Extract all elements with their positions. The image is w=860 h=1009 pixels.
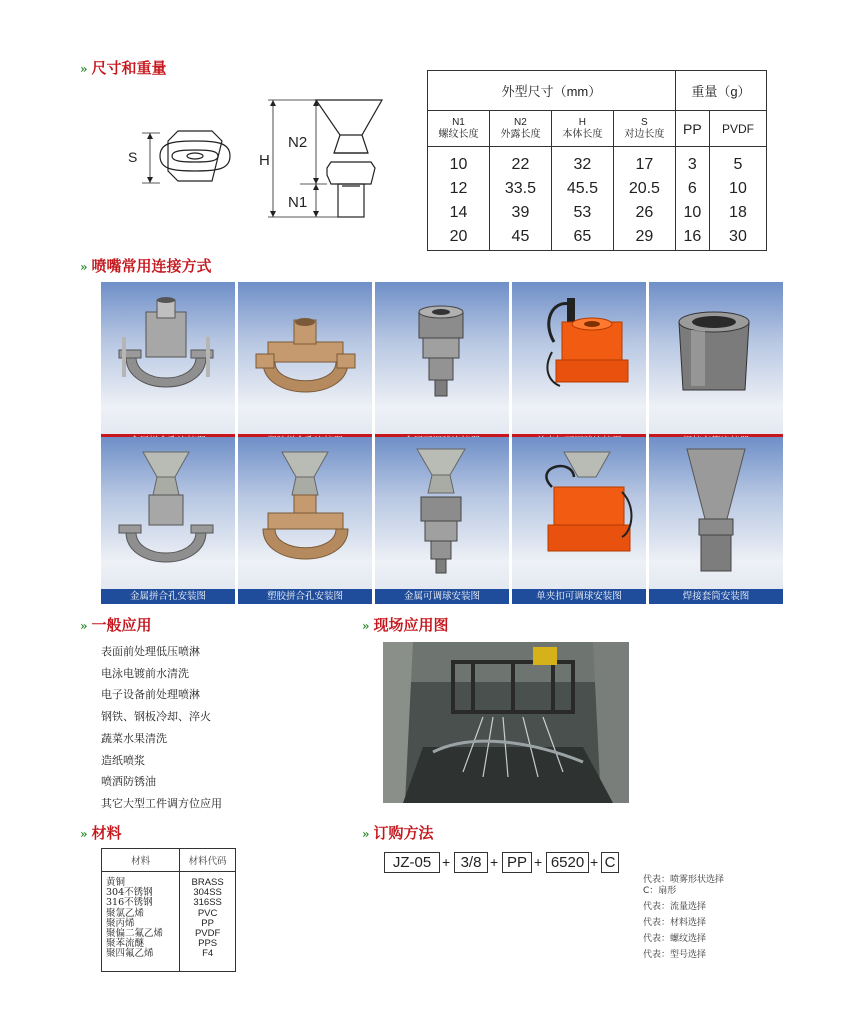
install-caption: 单夹扣可调球安装图	[512, 589, 646, 604]
install-photo-metal-ball	[375, 437, 509, 604]
table-column: 17 20.5 26 29	[613, 147, 675, 251]
install-photo-clip-ball	[512, 437, 646, 604]
order-model-box: JZ-05	[384, 852, 440, 873]
col-head-n1: N1 螺纹长度	[428, 111, 490, 147]
connector-photo-metal-clamp	[101, 282, 235, 449]
table-column: 32 45.5 53 65	[551, 147, 613, 251]
order-label-model: 代表：型号选择	[643, 950, 707, 960]
order-plus: +	[442, 854, 451, 870]
col-head-pp: PP	[675, 111, 709, 147]
list-item: 蔬菜水果清洗	[101, 731, 167, 745]
dimension-table	[427, 70, 767, 251]
install-photo-plastic-clamp	[238, 437, 372, 604]
material-table	[101, 848, 236, 972]
chevron-icon: »	[80, 827, 86, 841]
order-code-leader-lines	[400, 860, 650, 965]
order-plus: +	[590, 854, 599, 870]
col-head-n2: N2 外露长度	[489, 111, 551, 147]
col-head-s: S 对边长度	[613, 111, 675, 147]
nozzle-dimension-diagram	[120, 95, 410, 225]
chevron-icon: »	[362, 619, 368, 633]
connector-photo-weld-socket	[649, 282, 783, 449]
connector-photo-metal-ball	[375, 282, 509, 449]
order-flow-box: 6520	[546, 852, 589, 873]
install-photo-metal-clamp	[101, 437, 235, 604]
plastic-clamp-install-image	[238, 437, 372, 604]
section-title-applications: » 一般应用	[80, 616, 152, 634]
list-item: 其它大型工件调方位应用	[101, 796, 222, 810]
outer-size-header: 外型尺寸（mm）	[428, 71, 676, 111]
table-column: 3 6 10 16	[675, 147, 709, 251]
order-spray-box: C	[601, 852, 619, 873]
install-caption: 塑胶拼合孔安装图	[238, 589, 372, 604]
order-label-thread: 代表：螺纹选择	[643, 934, 707, 944]
section-title-size-weight: » 尺寸和重量	[80, 59, 167, 77]
metal-ball-install-image	[375, 437, 509, 604]
list-item: 造纸喷浆	[101, 753, 145, 767]
applications-list	[101, 641, 222, 815]
weld-socket-install-image	[649, 437, 783, 604]
table-column: 22 33.5 39 45	[489, 147, 551, 251]
clip-ball-install-image	[512, 437, 646, 604]
clip-ball-image	[512, 282, 646, 449]
order-label-flow: 代表：流量选择	[643, 902, 707, 912]
section-title-field: » 现场应用图	[362, 616, 449, 634]
weight-header: 重量（g）	[675, 71, 766, 111]
order-plus: +	[490, 854, 499, 870]
metal-ball-image	[375, 282, 509, 449]
list-item: 电子设备前处理喷淋	[101, 688, 200, 702]
field-scene-image	[383, 642, 629, 803]
connector-photo-plastic-clamp	[238, 282, 372, 449]
install-caption: 金属拼合孔安装图	[101, 589, 235, 604]
chevron-icon: »	[362, 827, 368, 841]
section-title-connections: » 喷嘴常用连接方式	[80, 257, 212, 275]
material-names: 黄铜 304不锈钢 316不锈钢 聚氯乙烯 聚丙烯 聚偏二氟乙烯 聚苯流醚 聚四氟乙烯	[102, 872, 180, 972]
weld-socket-image	[649, 282, 783, 449]
dim-label-n1: N1	[288, 194, 308, 211]
dim-label-h: H	[259, 152, 270, 169]
metal-clamp-install-image	[101, 437, 235, 604]
chevron-icon: »	[80, 619, 86, 633]
dim-label-s: S	[128, 149, 138, 165]
order-label-fan: C：扇形	[643, 886, 677, 896]
material-code-header: 材料代码	[180, 849, 236, 872]
plastic-clamp-image	[238, 282, 372, 449]
order-material-box: PP	[502, 852, 532, 873]
table-column: 10 12 14 20	[428, 147, 490, 251]
order-label-material: 代表：材料选择	[643, 918, 707, 928]
chevron-icon: »	[80, 260, 86, 274]
connector-photo-clip-ball	[512, 282, 646, 449]
section-title-materials: » 材料	[80, 824, 122, 842]
order-plus: +	[534, 854, 543, 870]
list-item: 钢铁、钢板冷却、淬火	[101, 710, 211, 724]
material-codes: BRASS 304SS 316SS PVC PP PVDF PPS F4	[180, 872, 236, 972]
install-photo-weld-socket	[649, 437, 783, 604]
col-head-pvdf: PVDF	[709, 111, 766, 147]
material-name-header: 材料	[102, 849, 180, 872]
list-item: 喷洒防锈油	[101, 775, 156, 789]
chevron-icon: »	[80, 62, 86, 76]
table-column: 5 10 18 30	[709, 147, 766, 251]
order-label-spray: 代表：喷雾形状选择	[643, 875, 725, 885]
col-head-h: H 本体长度	[551, 111, 613, 147]
list-item: 电泳电镀前水清洗	[101, 666, 189, 680]
field-application-photo	[383, 642, 629, 803]
install-caption: 焊接套筒安装图	[649, 589, 783, 604]
order-thread-box: 3/8	[454, 852, 488, 873]
list-item: 表面前处理低压喷淋	[101, 645, 200, 658]
dim-label-n2: N2	[288, 134, 308, 151]
metal-clamp-image	[101, 282, 235, 449]
install-caption: 金属可调球安装图	[375, 589, 509, 604]
section-title-ordering: » 订购方法	[362, 824, 434, 842]
